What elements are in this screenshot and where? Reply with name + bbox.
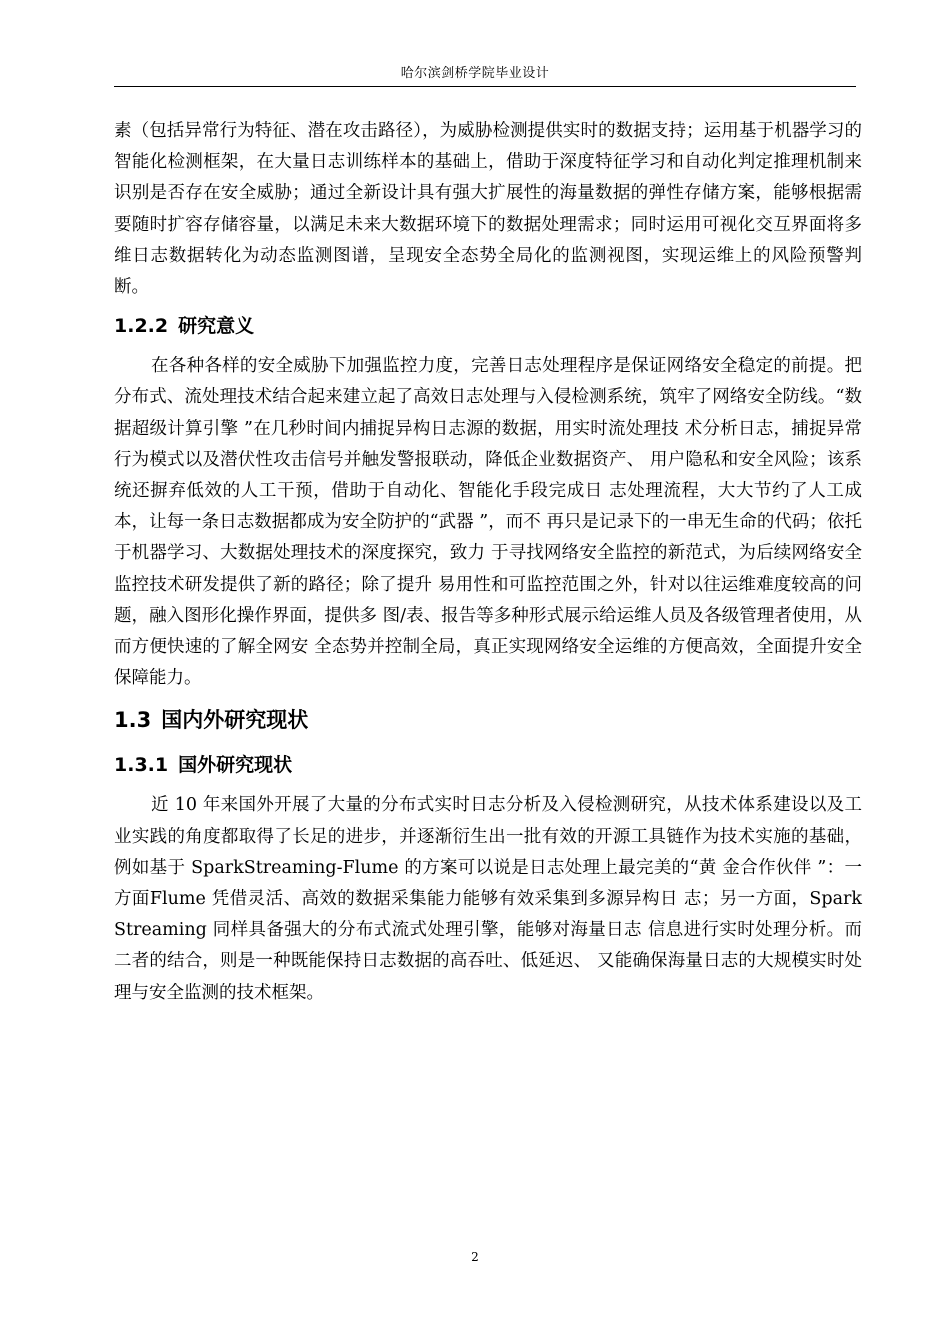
page-body [114,116,862,1009]
section-title: 国内外研究现状 [161,708,309,733]
header-rule [114,86,856,87]
section-heading-1-3 [114,707,862,733]
paragraph-research-significance: 在各种各样的安全威胁下加强监控力度，完善日志处理程序是保证网络安全稳定的前提。把分布式、流处理技术结合起来建立起了高效日志处理与入侵检测系统，筑牢了网络安全防线。“数据超级计算引擎 ”在几秒时间内捕捉异构日志源的数据，用实时流处理技 术分析日志，捕捉异常行为模式以及潜伏性攻击信号并触发警报联动，降低企业数据资产、 用户隐私和安全风险；该系统还摒弃低效的人工干预，借助于自动化、智能化手段完成日 志处理流程，大大节约了人工成本，让每一条日志数据都成为安全防护的“武器 ”，而不 再只是记录下的一串无生命的代码；依托于机器学习、大数据处理技术的深度探究，致力 于寻找网络安全监控的新范式，为后续网络安全监控技术研发提供了新的路径；除了提升 易用性和可监控范围之外，针对以往运维难度较高的问题，融入图形化操作界面，提供多 图/表、报告等多种形式展示给运维人员及各级管理者使用，从而方便快速的了解全网安 全态势并控制全局，真正实现网络安全运维的方便高效，全面提升安全保障能力。 [114,356,862,689]
page-number: 2 [471,1250,479,1264]
section-number: 1.3 [114,708,152,733]
page-header: 哈尔滨剑桥学院毕业设计 [400,66,550,81]
section-number: 1.2.2 [114,315,169,338]
section-number: 1.3.1 [114,754,169,777]
section-title: 研究意义 [178,315,255,338]
section-heading-1-3-1 [114,753,862,777]
paragraph-foreign-research: 近 10 年来国外开展了大量的分布式实时日志分析及入侵检测研究，从技术体系建设以及工业实践的角度都取得了长足的进步，并逐渐衍生出一批有效的开源工具链作为技术实施的基础，例如基于 SparkStreaming-Flume 的方案可以说是日志处理上最完美的“黄 金合作伙伴 ”：一方面Flume 凭借灵活、高效的数据采集能力能够有效采集到多源异构日 志；另一方面，Spark Streaming 同样具备强大的分布式流式处理引擎，能够对海量日志 信息进行实时处理分析。而二者的结合，则是一种既能保持日志数据的高吞吐、低延迟、 又能确保海量日志的大规模实时处理与安全监测的技术框架。 [114,795,862,1003]
paragraph-continued: 素（包括异常行为特征、潜在攻击路径），为威胁检测提供实时的数据支持；运用基于机器学习的智能化检测框架，在大量日志训练样本的基础上，借助于深度特征学习和自动化判定推理机制来识别是否存在安全威胁；通过全新设计具有强大扩展性的海量数据的弹性存储方案，能够根据需要随时扩容存储容量，以满足未来大数据环境下的数据处理需求；同时运用可视化交互界面将多维日志数据转化为动态监测图谱，呈现安全态势全局化的监测视图，实现运维上的风险预警判断。 [114,121,862,298]
section-heading-1-2-2 [114,314,862,338]
section-title: 国外研究现状 [178,754,293,777]
